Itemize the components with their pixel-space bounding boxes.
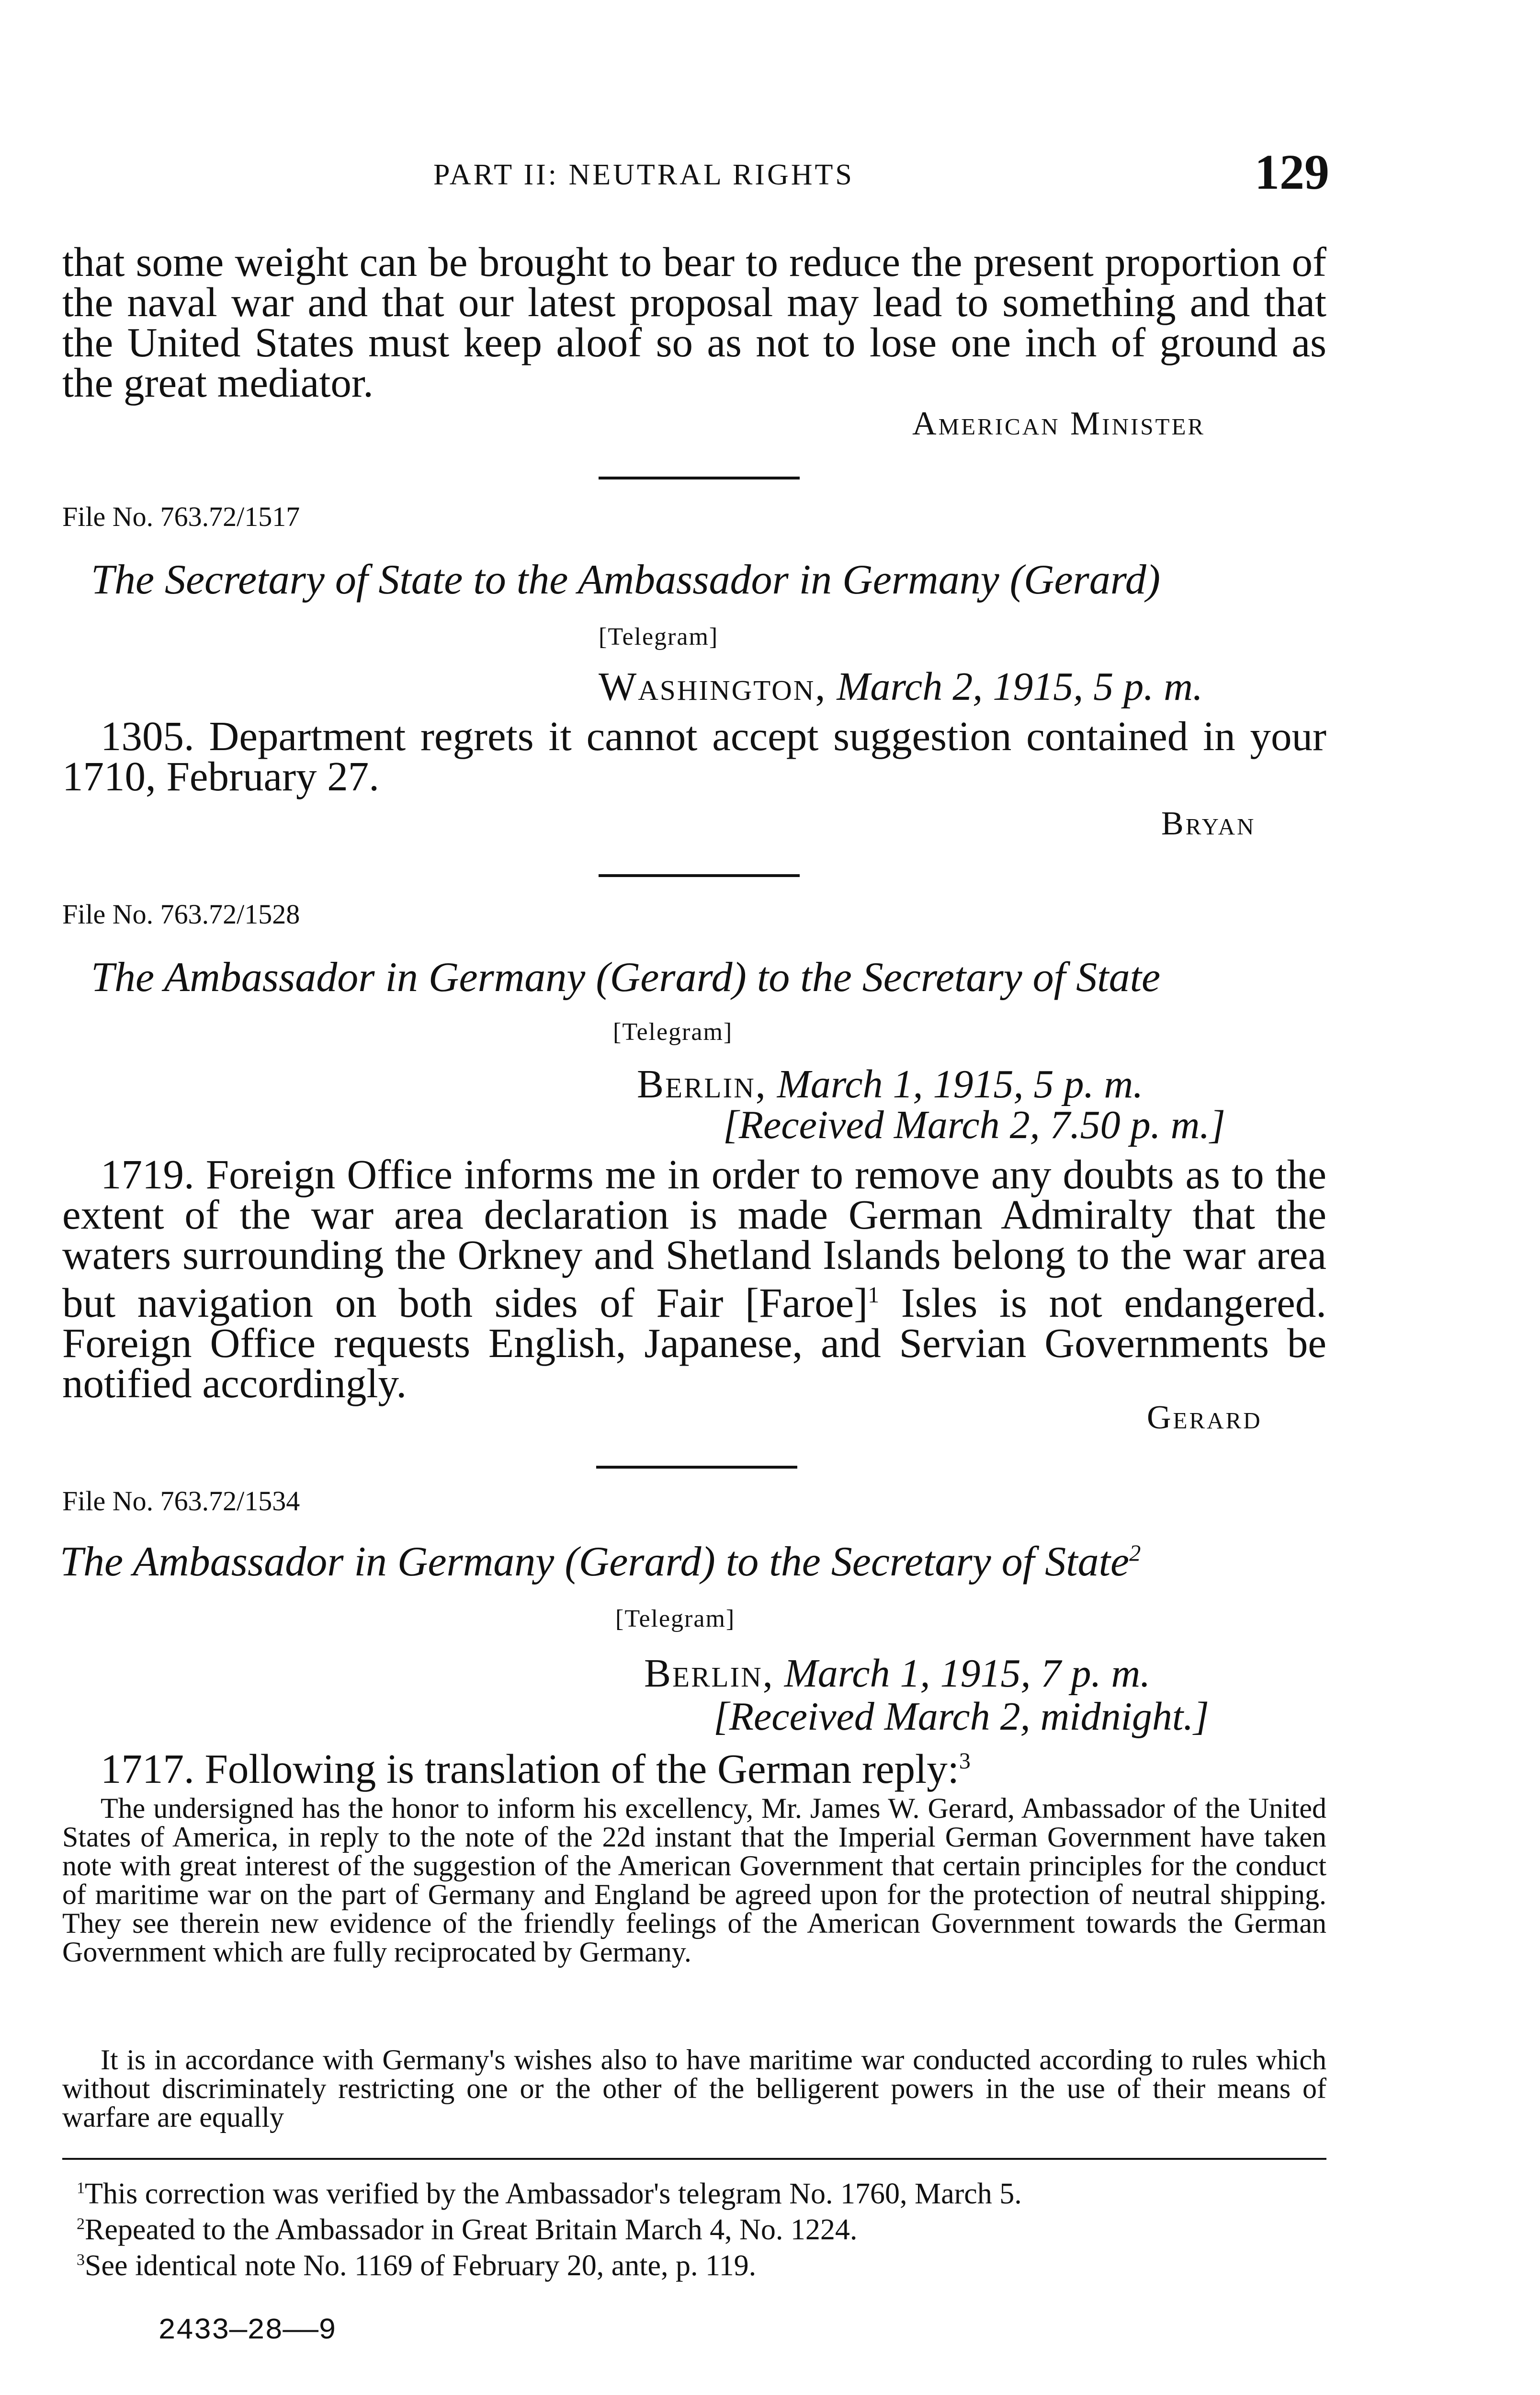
doc3-telegram-label: [Telegram]: [615, 1605, 736, 1632]
doc2-file-number: File No. 763.72/1528: [62, 899, 300, 930]
footnote-2-mark: 2: [77, 2215, 85, 2233]
footnote-2: [77, 2213, 857, 2247]
doc2-received: [Received March 2, 7.50 p. m.]: [723, 1103, 1225, 1147]
doc1-date: March 2, 1915, 5 p. m.: [837, 664, 1203, 709]
footnote-1: [77, 2177, 1022, 2211]
doc2-place: Berlin,: [637, 1062, 767, 1106]
doc3-intro: [62, 1741, 1326, 1792]
footnote-2-text: Repeated to the Ambassador in Great Britain March 4, No. 1224.: [85, 2213, 858, 2246]
doc3-title-footnote-ref: 2: [1129, 1540, 1141, 1566]
continuation-signature: American Minister: [912, 405, 1206, 442]
doc2-body-part1: 1719. Foreign Office informs me in order to remove any doubts as to the extent of the war area declaration is made German Admiralty that the waters surrounding the Orkney and Shetland Islands belong to the war area but navigation on both sides of Fair [Faroe]: [62, 1151, 1326, 1326]
doc1-place: Washington,: [599, 664, 827, 709]
doc3-file-number: File No. 763.72/1534: [62, 1485, 300, 1517]
continuation-paragraph: that some weight can be brought to bear to reduce the present proportion of the naval war and that our latest proposal may lead to something and that the United States must keep aloof so as not to lose one inch of ground as the great mediator.: [62, 239, 1326, 406]
footnote-1-mark: 1: [77, 2179, 85, 2197]
doc1-telegram-label: [Telegram]: [599, 623, 719, 650]
section-rule: [599, 477, 800, 479]
doc3-title: [60, 1538, 1141, 1586]
doc2-date: March 1, 1915, 5 p. m.: [777, 1062, 1144, 1106]
footnote-3-mark: 3: [77, 2251, 85, 2269]
doc3-dateline: [644, 1650, 1150, 1697]
doc1-signature: Bryan: [1161, 805, 1256, 842]
footnote-1-text: This correction was verified by the Ambassador's telegram No. 1760, March 5.: [85, 2178, 1022, 2210]
footnote-3: [77, 2249, 756, 2283]
doc2-body: [62, 1151, 1327, 1406]
doc3-date: March 1, 1915, 7 p. m.: [784, 1651, 1151, 1696]
doc2-body-part2: Isles is not endangered. Foreign Office requests English, Japanese, and Servian Governments be notified accordingly.: [62, 1279, 1327, 1406]
doc3-intro-text: 1717. Following is translation of the German reply:: [101, 1745, 959, 1792]
doc3-title-text: The Ambassador in Germany (Gerard) to the Secretary of State: [60, 1539, 1130, 1585]
doc1-dateline: [599, 663, 1203, 710]
doc2-dateline: [637, 1061, 1143, 1107]
doc2-footnote-ref: 1: [868, 1282, 880, 1308]
section-rule: [596, 1466, 797, 1469]
running-head: PART II: NEUTRAL RIGHTS: [433, 159, 854, 191]
doc3-intro-footnote-ref: 3: [959, 1748, 971, 1774]
footnote-rule: [62, 2158, 1326, 2160]
section-rule: [599, 874, 800, 877]
page-number: 129: [1255, 145, 1329, 200]
doc2-telegram-label: [Telegram]: [613, 1018, 733, 1046]
doc2-title: The Ambassador in Germany (Gerard) to the Secretary of State: [91, 954, 1161, 1001]
doc3-paragraph-1: The undersigned has the honor to inform his excellency, Mr. James W. Gerard, Ambassador of the United States of America, in reply to the note of the 22d instant that the Imperial German Government have taken note with great interest of the suggestion of the American Government that certain principles for the conduct of maritime war on the part of Germany and England be agreed upon for the protection of neutral shipping. They see therein new evidence of the friendly feelings of the American Government towards the German Government which are fully reciprocated by Germany.: [62, 1792, 1326, 1968]
doc1-body: 1305. Department regrets it cannot accept suggestion contained in your 1710, February 27.: [62, 713, 1326, 799]
footnote-3-text: See identical note No. 1169 of February 20, ante, p. 119.: [85, 2249, 757, 2282]
doc3-place: Berlin,: [644, 1651, 774, 1696]
doc2-signature: Gerard: [1147, 1399, 1262, 1436]
doc1-title: The Secretary of State to the Ambassador in Germany (Gerard): [91, 557, 1161, 603]
printer-signature-mark: 2433—28——9: [158, 2314, 337, 2348]
doc1-file-number: File No. 763.72/1517: [62, 501, 300, 532]
doc3-paragraph-2: It is in accordance with Germany's wishes also to have maritime war conducted according to rules which without discriminately restricting one or the other of the belligerent powers in the use of their means of warfare are equally: [62, 2044, 1326, 2133]
doc3-received: [Received March 2, midnight.]: [713, 1694, 1209, 1739]
